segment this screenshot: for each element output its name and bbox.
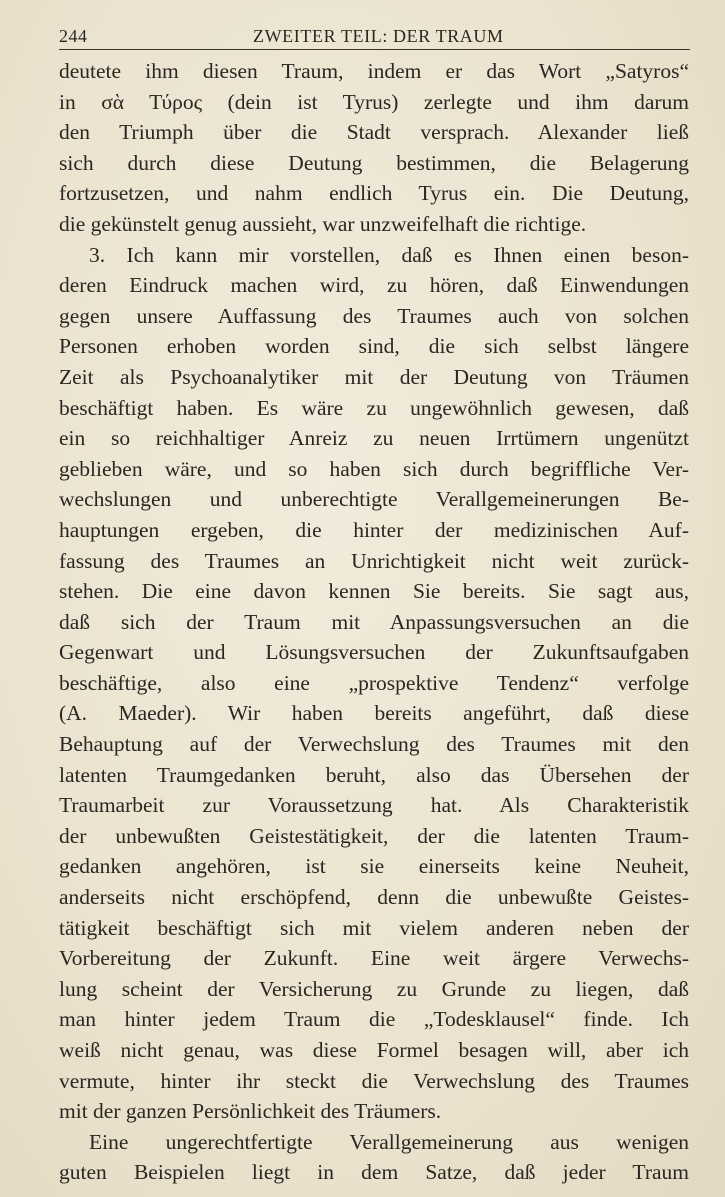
- text-line: beschäftigt haben. Es wäre zu ungewöhnlich gewesen, daß: [59, 395, 689, 420]
- text-line: gedanken angehören, ist sie einerseits keine Neuheit,: [59, 854, 689, 879]
- text-line: Zeit als Psychoanalytiker mit der Deutung von Träumen: [59, 364, 689, 389]
- text-line: Eine ungerechtfertigte Verallgemeinerung aus wenigen: [89, 1129, 689, 1154]
- page-header: [59, 22, 689, 48]
- text-line: latenten Traumgedanken beruht, also das Übersehen der: [59, 762, 689, 787]
- running-head: ZWEITER TEIL: DER TRAUM: [253, 26, 504, 46]
- text-line: Vorbereitung der Zukunft. Eine weit ärgere Verwechs-: [59, 946, 689, 971]
- text-line: fortzusetzen, und nahm endlich Tyrus ein. Die Deutung,: [59, 181, 689, 206]
- text-line: hauptungen ergeben, die hinter der medizinischen Auf-: [59, 517, 689, 542]
- text-line: man hinter jedem Traum die „Todesklausel“ finde. Ich: [59, 1007, 689, 1032]
- text-line: vermute, hinter ihr steckt die Verwechslung des Traumes: [59, 1068, 689, 1093]
- text-line: in σὰ Τύρος (dein ist Tyrus) zerlegte und ihm darum: [59, 89, 689, 114]
- text-line: mit der ganzen Persönlichkeit des Träumers.: [59, 1099, 442, 1124]
- text-line: den Triumph über die Stadt versprach. Alexander ließ: [59, 120, 689, 145]
- text-line: stehen. Die eine davon kennen Sie bereits. Sie sagt aus,: [59, 579, 689, 604]
- text-line: tätigkeit beschäftigt sich mit vielem anderen neben der: [59, 915, 689, 940]
- text-line: 3. Ich kann mir vorstellen, daß es Ihnen einen beson-: [89, 242, 689, 267]
- text-line: geblieben wäre, und so haben sich durch begriffliche Ver-: [59, 456, 689, 481]
- text-line: (A. Maeder). Wir haben bereits angeführt, daß diese: [59, 701, 689, 726]
- header-rule: [59, 49, 690, 50]
- text-line: Traumarbeit zur Voraussetzung hat. Als Charakteristik: [59, 793, 689, 818]
- text-line: deren Eindruck machen wird, zu hören, daß Einwendungen: [59, 273, 689, 298]
- text-line: Personen erhoben worden sind, die sich selbst längere: [59, 334, 689, 359]
- text-line: daß sich der Traum mit Anpassungsversuchen an die: [59, 609, 689, 634]
- text-line: sich durch diese Deutung bestimmen, die Belagerung: [59, 150, 689, 175]
- text-line: ein so reichhaltiger Anreiz zu neuen Irrtümern ungenützt: [59, 426, 689, 451]
- text-line: die gekünstelt genug aussieht, war unzweifelhaft die richtige.: [59, 211, 587, 236]
- text-line: lung scheint der Versicherung zu Grunde zu liegen, daß: [59, 976, 689, 1001]
- page-number: 244: [59, 26, 88, 46]
- text-line: Gegenwart und Lösungsversuchen der Zukunftsaufgaben: [59, 640, 689, 665]
- text-line: anderseits nicht erschöpfend, denn die unbewußte Geistes-: [59, 885, 689, 910]
- text-line: deutete ihm diesen Traum, indem er das Wort „Satyros“: [59, 59, 689, 83]
- text-line: weiß nicht genau, was diese Formel besagen will, aber ich: [59, 1038, 689, 1062]
- body-text: [59, 56, 689, 1188]
- text-line: beschäftige, also eine „prospektive Tendenz“ verfolge: [59, 670, 689, 695]
- text-line: wechslungen und unberechtigte Verallgemeinerungen Be-: [59, 487, 689, 512]
- text-line: fassung des Traumes an Unrichtigkeit nicht weit zurück-: [59, 548, 689, 573]
- text-line: Behauptung auf der Verwechslung des Traumes mit den: [59, 732, 689, 757]
- text-line: guten Beispielen liegt in dem Satze, daß jeder Traum: [59, 1160, 689, 1185]
- text-line: der unbewußten Geistestätigkeit, der die latenten Traum-: [59, 823, 689, 848]
- text-line: gegen unsere Auffassung des Traumes auch von solchen: [59, 303, 689, 328]
